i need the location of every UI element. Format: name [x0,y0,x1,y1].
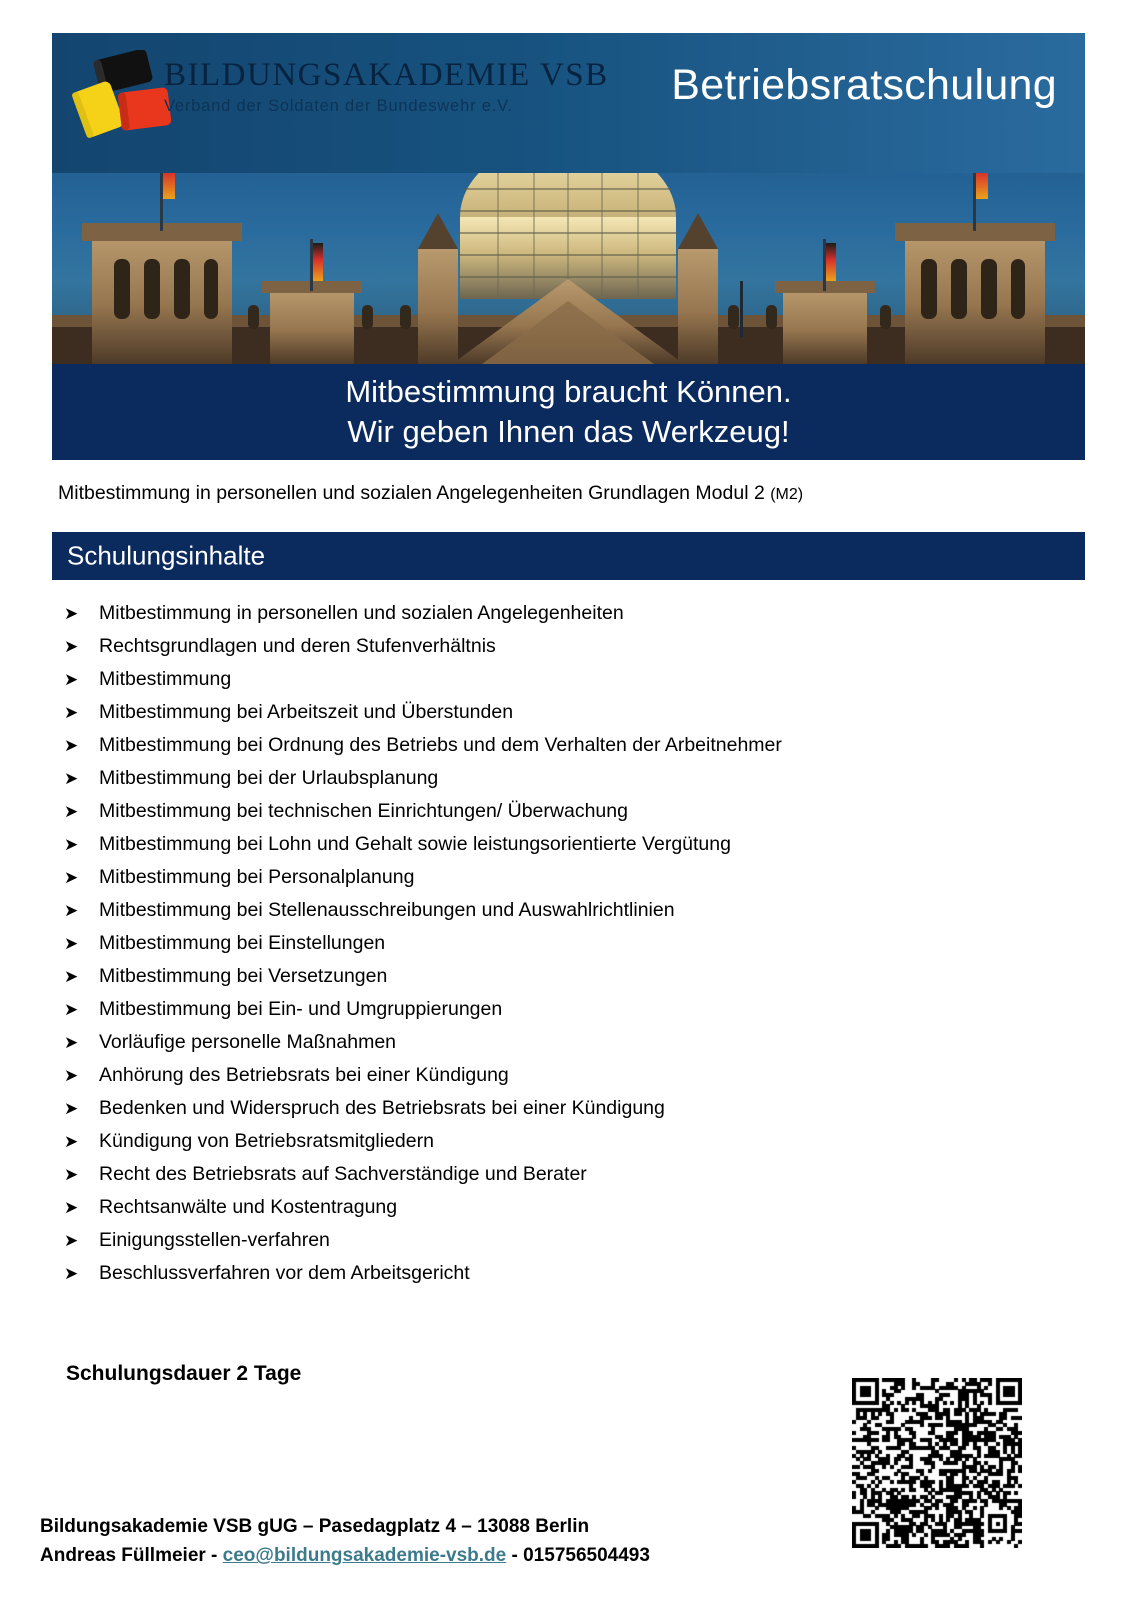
training-topics-list [64,604,1024,1297]
hero-banner [52,33,1085,460]
topic-label: Anhörung des Betriebsrats bei einer Kündigung [99,1064,509,1086]
bullet-arrow-icon: ➤ [64,1132,79,1151]
topic-label: Mitbestimmung bei Ein- und Umgruppierungen [99,998,503,1020]
topic-item [64,703,1024,736]
topic-label: Beschlussverfahren vor dem Arbeitsgericht [99,1262,470,1284]
topic-item [64,1099,1024,1132]
bullet-arrow-icon: ➤ [64,868,79,887]
course-subtitle-main: Mitbestimmung in personellen und sozialen Angelegenheiten Grundlagen Modul 2 [58,482,771,504]
bullet-arrow-icon: ➤ [64,736,79,755]
topic-label: Mitbestimmung in personellen und sozialen Angelegenheiten [99,602,624,624]
topic-label: Vorläufige personelle Maßnahmen [99,1031,397,1053]
page-title: Betriebsratschulung [671,61,1057,109]
topic-item [64,1264,1024,1297]
bullet-arrow-icon: ➤ [64,1264,79,1283]
topic-item [64,1000,1024,1033]
topic-item [64,901,1024,934]
topic-label: Mitbestimmung bei Lohn und Gehalt sowie leistungsorientierte Vergütung [99,833,731,855]
bullet-arrow-icon: ➤ [64,1099,79,1118]
topic-item [64,868,1024,901]
topic-label: Rechtsanwälte und Kostentragung [99,1196,398,1218]
topic-item [64,1132,1024,1165]
bullet-arrow-icon: ➤ [64,802,79,821]
course-module-code: (M2) [770,486,804,503]
bullet-arrow-icon: ➤ [64,934,79,953]
slogan-banner [52,364,1085,460]
topic-item [64,1033,1024,1066]
bullet-arrow-icon: ➤ [64,835,79,854]
section-header-label: Schulungsinhalte [67,540,266,571]
training-duration: Schulungsdauer 2 Tage [66,1362,302,1385]
footer-person-line [40,1541,650,1570]
bullet-arrow-icon: ➤ [64,604,79,623]
topic-item [64,637,1024,670]
footer-email-link[interactable]: ceo@bildungsakademie-vsb.de [222,1545,507,1567]
topic-label: Mitbestimmung bei der Urlaubsplanung [99,767,439,789]
slogan-line-1: Mitbestimmung braucht Können. [345,374,792,410]
bullet-arrow-icon: ➤ [64,1000,79,1019]
topic-item [64,736,1024,769]
bullet-arrow-icon: ➤ [64,1198,79,1217]
topic-item [64,1165,1024,1198]
topic-item [64,802,1024,835]
bullet-arrow-icon: ➤ [64,1066,79,1085]
bullet-arrow-icon: ➤ [64,1165,79,1184]
topic-label: Mitbestimmung bei Arbeitszeit und Überstunden [99,701,514,723]
topic-item [64,835,1024,868]
footer-contact-name: Andreas Füllmeier - [40,1545,223,1567]
qr-code[interactable] [852,1378,1022,1548]
topic-label: Mitbestimmung bei Einstellungen [99,932,386,954]
bullet-arrow-icon: ➤ [64,670,79,689]
bullet-arrow-icon: ➤ [64,769,79,788]
topic-label: Kündigung von Betriebsratsmitgliedern [99,1130,434,1152]
topic-label: Mitbestimmung bei Versetzungen [99,965,388,987]
topic-item [64,1066,1024,1099]
topic-label: Recht des Betriebsrats auf Sachverständige und Berater [99,1163,587,1185]
bullet-arrow-icon: ➤ [64,901,79,920]
brand-block [164,58,644,116]
topic-label: Mitbestimmung bei technischen Einrichtungen/ Überwachung [99,800,628,822]
footer-contact [40,1512,650,1571]
bullet-arrow-icon: ➤ [64,637,79,656]
footer-phone: - 015756504493 [506,1545,650,1567]
topic-label: Bedenken und Widerspruch des Betriebsrats bei einer Kündigung [99,1097,665,1119]
topic-item [64,934,1024,967]
topic-item [64,604,1024,637]
bullet-arrow-icon: ➤ [64,1231,79,1250]
topic-item [64,670,1024,703]
bullet-arrow-icon: ➤ [64,703,79,722]
brand-subtitle: Verband der Soldaten der Bundeswehr e.V. [164,96,513,115]
topic-item [64,1198,1024,1231]
bullet-arrow-icon: ➤ [64,967,79,986]
course-subtitle [58,482,803,505]
topic-item [64,967,1024,1000]
topic-label: Mitbestimmung bei Ordnung des Betriebs und dem Verhalten der Arbeitnehmer [99,734,782,756]
topic-label: Mitbestimmung [99,668,232,690]
bullet-arrow-icon: ➤ [64,1033,79,1052]
footer-address: Bildungsakademie VSB gUG – Pasedagplatz 4 – 13088 Berlin [40,1516,590,1537]
topic-label: Mitbestimmung bei Stellenausschreibungen und Auswahlrichtlinien [99,899,675,921]
section-header-bar [52,532,1085,580]
topic-label: Mitbestimmung bei Personalplanung [99,866,415,888]
topic-item [64,769,1024,802]
topic-label: Einigungsstellen-verfahren [99,1229,330,1251]
slogan-line-2: Wir geben Ihnen das Werkzeug! [347,414,790,449]
topic-item [64,1231,1024,1264]
topic-label: Rechtsgrundlagen und deren Stufenverhältnis [99,635,496,657]
brand-name: BILDUNGSAKADEMIE VSB [164,57,609,93]
